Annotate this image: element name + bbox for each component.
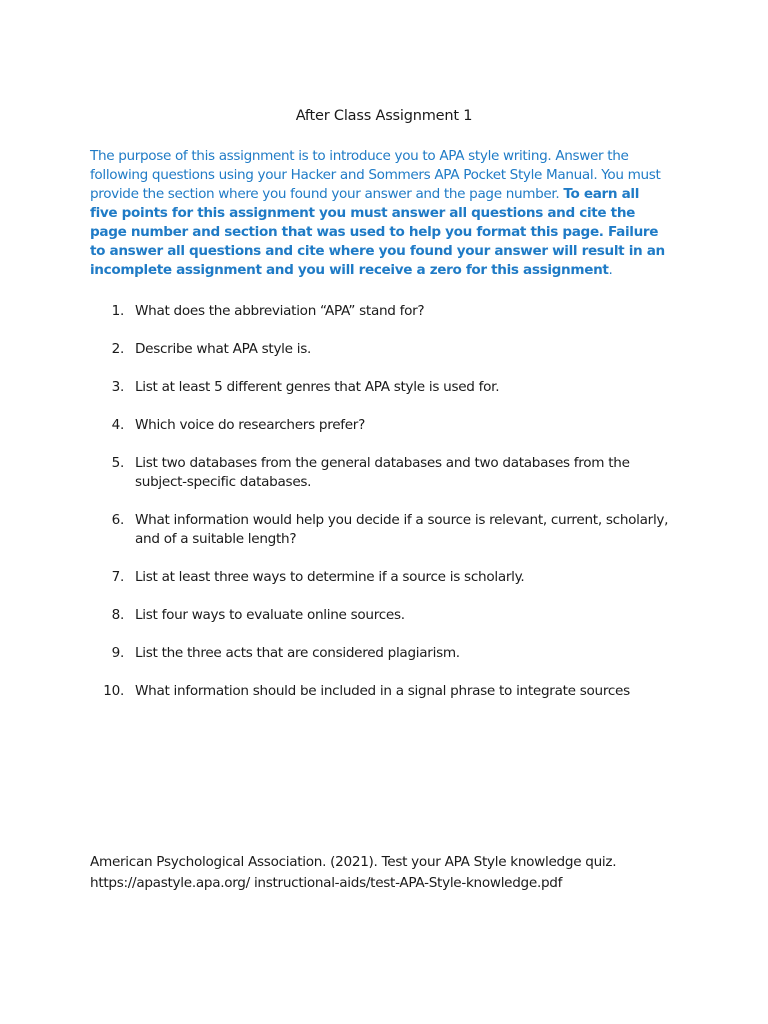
question-text: List four ways to evaluate online sources.	[135, 607, 405, 623]
question-item	[90, 302, 680, 321]
question-number: 5.	[111, 455, 124, 471]
intro-tail: .	[608, 262, 613, 278]
intro-text: The purpose of this assignment is to introduce you to APA style writing. Answer the following questions using your Hacker and Sommers APA Pocket Style Manual. You must provide the section where you found your answer and the page number.	[90, 148, 661, 202]
intro-emphasis: To earn all five points for this assignment you must answer all questions and cite the page number and section that was used to help you format this page. Failure to answer all questions and cite where you found your answer will result in an incomplete assignment and you will receive a zero for this assignment	[90, 186, 665, 278]
question-text: What does the abbreviation “APA” stand for?	[135, 303, 425, 319]
question-item	[90, 378, 680, 397]
page-title: After Class Assignment 1	[295, 108, 473, 124]
question-item	[90, 682, 680, 701]
question-text: Which voice do researchers prefer?	[135, 417, 366, 433]
question-number: 4.	[111, 417, 124, 433]
intro-paragraph	[90, 147, 668, 280]
question-item	[90, 454, 680, 492]
question-number: 8.	[111, 607, 124, 623]
question-text: Describe what APA style is.	[135, 341, 312, 357]
question-item	[90, 606, 680, 625]
question-number: 1.	[111, 303, 124, 319]
question-number: 3.	[111, 379, 124, 395]
question-number: 6.	[111, 512, 124, 528]
question-item	[90, 511, 680, 549]
question-number: 10.	[103, 683, 124, 699]
question-text: What information should be included in a signal phrase to integrate sources	[135, 683, 630, 699]
question-number: 2.	[111, 341, 124, 357]
question-text: List two databases from the general databases and two databases from the subject-specific databases.	[135, 455, 630, 490]
question-item	[90, 340, 680, 359]
question-item	[90, 644, 680, 663]
citation-url[interactable]: https://apastyle.apa.org/ instructional-aids/test-APA-Style-knowledge.pdf	[90, 875, 563, 891]
question-text: List at least 5 different genres that APA style is used for.	[135, 379, 500, 395]
question-item	[90, 568, 680, 587]
question-item	[90, 416, 680, 435]
question-number: 7.	[111, 569, 124, 585]
question-number: 9.	[111, 645, 124, 661]
question-list	[90, 302, 680, 720]
question-text: What information would help you decide if a source is relevant, current, scholarly, and of a suitable length?	[135, 512, 669, 547]
question-text: List the three acts that are considered plagiarism.	[135, 645, 460, 661]
reference-citation	[90, 852, 690, 894]
question-text: List at least three ways to determine if a source is scholarly.	[135, 569, 525, 585]
citation-line: American Psychological Association. (2021). Test your APA Style knowledge quiz.	[90, 854, 617, 870]
